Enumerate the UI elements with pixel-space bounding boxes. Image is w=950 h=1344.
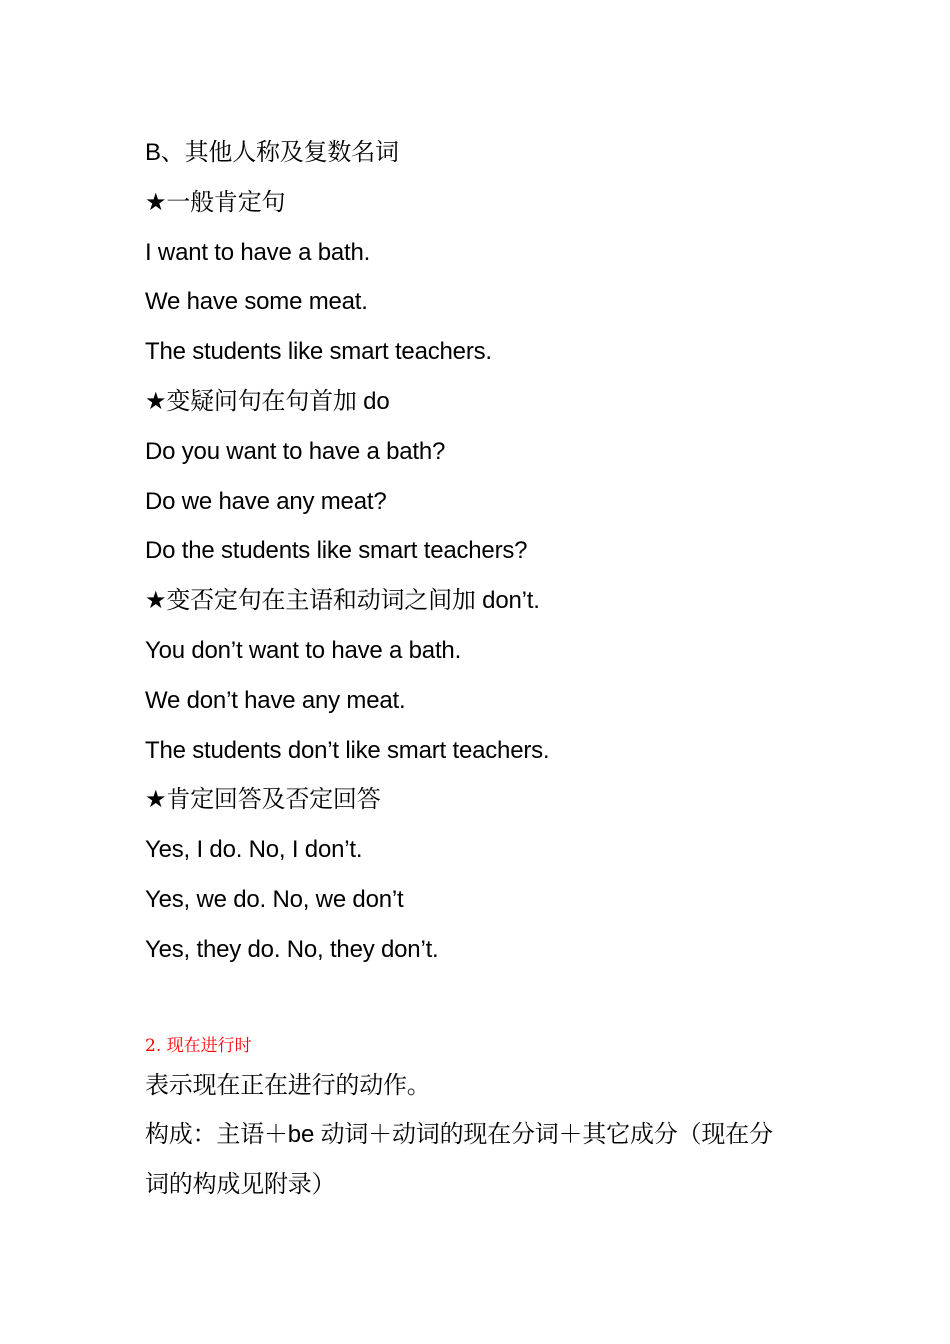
section-b-title: B、其他人称及复数名词 [145,139,399,166]
affirmative-heading: ★一般肯定句 [145,188,286,216]
answer-sentence: Yes, they do. No, they don’t. [145,935,439,963]
answers-heading: ★肯定回答及否定回答 [145,786,381,814]
question-sentence: Do you want to have a bath? [145,437,446,465]
section-2-structure-line-2: 词的构成见附录） [145,1171,336,1199]
document-content [145,128,825,1210]
question-sentence: Do the students like smart teachers? [145,537,528,565]
section-2-structure-line-1: 构成：主语＋be 动词＋动词的现在分词＋其它成分（现在分 [145,1121,773,1149]
answer-sentence: Yes, we do. No, we don’t [145,885,404,913]
affirmative-sentence: We have some meat. [145,288,368,316]
section-spacer [145,975,825,1035]
affirmative-sentence: The students like smart teachers. [145,338,492,366]
section-2-definition: 表示现在正在进行的动作。 [145,1071,431,1099]
section-2-title: 2. 现在进行时 [145,1035,252,1056]
answer-sentence: Yes, I do. No, I don’t. [145,836,363,864]
question-heading: ★变疑问句在句首加 do [145,387,390,415]
affirmative-sentence: I want to have a bath. [145,238,371,266]
negative-sentence: You don’t want to have a bath. [145,636,462,664]
negative-sentence: We don’t have any meat. [145,686,406,714]
negative-sentence: The students don’t like smart teachers. [145,736,550,764]
question-sentence: Do we have any meat? [145,487,387,515]
negative-heading: ★变否定句在主语和动词之间加 don’t. [145,587,540,615]
